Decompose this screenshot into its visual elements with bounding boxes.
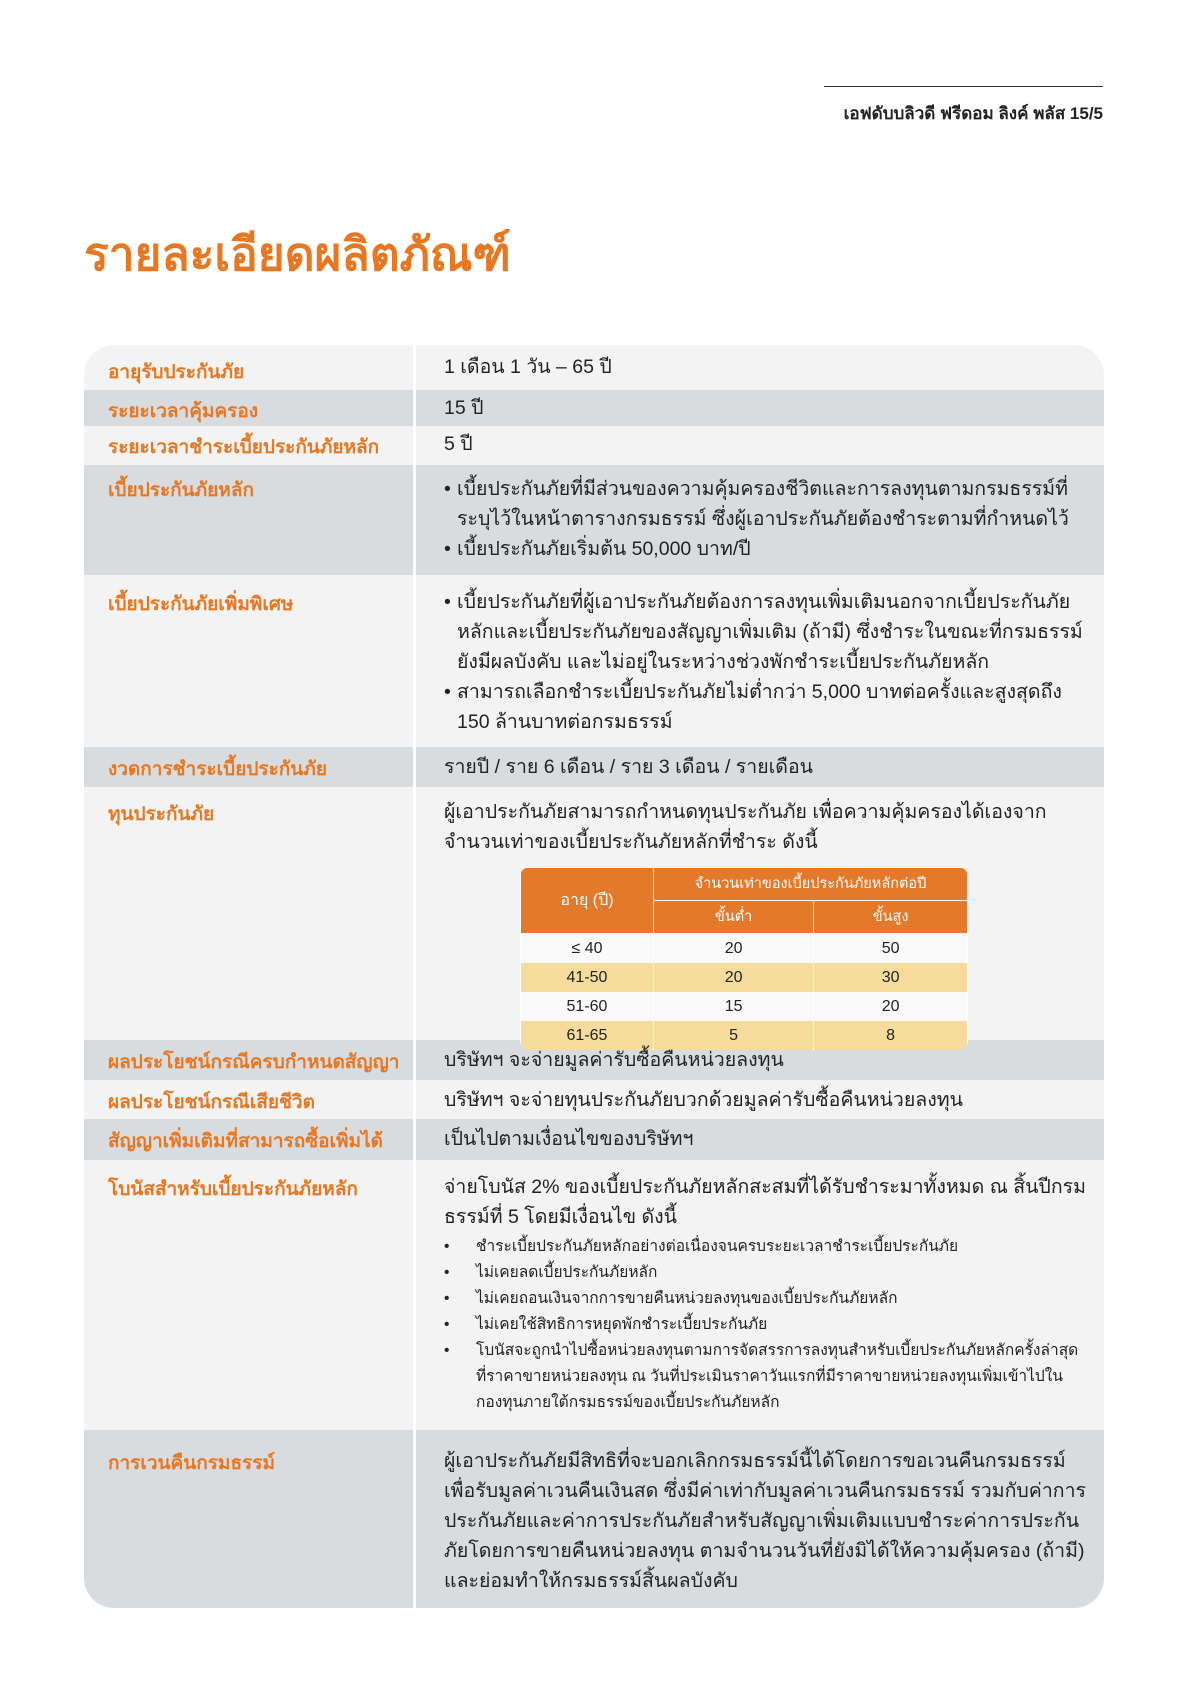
- bullet-item: • โบนัสจะถูกนำไปซื้อหน่วยลงทุนตามการจัดสรรการลงทุนสำหรับเบี้ยประกันภัยหลักครั้งล่าสุด ที่ราคาขายหน่วยลงทุน ณ วันที่ประเมินราคาวันแรกที่มีราคาขายหน่วยลงทุนเพิ่มเข้าไปในกองทุนภายใต้กรมธรรม์ของเบี้ยประกันภัยหลัก: [444, 1338, 1086, 1416]
- bullet-item: • เบี้ยประกันภัยที่มีส่วนของความคุ้มครองชีวิตและการลงทุนตามกรมธรรม์ที่ระบุไว้ในหน้าตารางกรมธรรม์ ซึ่งผู้เอาประกันภัยต้องชำระตามที่กำหนดไว้: [444, 474, 1086, 534]
- multiple-header: จำนวนเท่าของเบี้ยประกันภัยหลักต่อปี: [654, 868, 968, 901]
- bonus-text: จ่ายโบนัส 2% ของเบี้ยประกันภัยหลักสะสมที่ได้รับชำระมาทั้งหมด ณ สิ้นปีกรมธรรม์ที่ 5 โดยมีเงื่อนไข ดังนี้: [444, 1176, 1086, 1228]
- age-cell: 61-65: [521, 1021, 654, 1050]
- product-details-table: [84, 345, 1104, 1608]
- row-age: [84, 345, 1104, 390]
- bullet-item: • เบี้ยประกันภัยเริ่มต้น 50,000 บาท/ปี: [444, 534, 1086, 564]
- table-row: [521, 963, 968, 992]
- row-bonus: [84, 1160, 1104, 1430]
- page-title: รายละเอียดผลิตภัณฑ์: [84, 228, 511, 280]
- row-label: ระยะเวลาชำระเบี้ยประกันภัยหลัก: [84, 426, 416, 465]
- row-label: ทุนประกันภัย: [84, 787, 416, 1040]
- age-cell: 41-50: [521, 963, 654, 992]
- max-cell: 20: [814, 992, 968, 1021]
- max-header: ขั้นสูง: [814, 901, 968, 934]
- sum-assured-multiple-table: [520, 867, 968, 1050]
- row-label: อายุรับประกันภัย: [84, 345, 416, 390]
- bullet-item: • เบี้ยประกันภัยที่ผู้เอาประกันภัยต้องการลงทุนเพิ่มเติมนอกจากเบี้ยประกันภัยหลักและเบี้ยประกันภัยของสัญญาเพิ่มเติม (ถ้ามี) ซึ่งชำระในขณะที่กรมธรรม์ยังมีผลบังคับ และไม่อยู่ในระหว่างช่วงพักชำระเบี้ยประกันภัยหลัก: [444, 587, 1086, 677]
- row-label: ผลประโยชน์กรณีครบกำหนดสัญญา: [84, 1040, 416, 1080]
- row-riders: [84, 1119, 1104, 1160]
- bullet-item: • ไม่เคยถอนเงินจากการขายคืนหน่วยลงทุนของเบี้ยประกันภัยหลัก: [444, 1286, 1086, 1312]
- min-cell: 20: [654, 934, 814, 964]
- row-maturity-benefit: [84, 1040, 1104, 1080]
- row-value: 15 ปี: [444, 397, 484, 419]
- age-cell: 51-60: [521, 992, 654, 1021]
- bullet-item: • สามารถเลือกชำระเบี้ยประกันภัยไม่ต่ำกว่า 5,000 บาทต่อครั้งและสูงสุดถึง 150 ล้านบาทต่อกรมธรรม์: [444, 677, 1086, 737]
- row-value: 1 เดือน 1 วัน – 65 ปี: [444, 356, 612, 378]
- row-value: เป็นไปตามเงื่อนไขของบริษัทฯ: [444, 1128, 694, 1150]
- row-value: บริษัทฯ จะจ่ายทุนประกันภัยบวกด้วยมูลค่ารับซื้อคืนหน่วยลงทุน: [444, 1089, 963, 1111]
- row-coverage-period: [84, 390, 1104, 426]
- age-header: อายุ (ปี): [521, 868, 654, 934]
- min-cell: 15: [654, 992, 814, 1021]
- row-payment-mode: [84, 747, 1104, 787]
- min-cell: 5: [654, 1021, 814, 1050]
- bullet-item: • ไม่เคยใช้สิทธิการหยุดพักชำระเบี้ยประกันภัย: [444, 1312, 1086, 1338]
- row-label: งวดการชำระเบี้ยประกันภัย: [84, 747, 416, 787]
- row-value: [416, 1160, 1104, 1430]
- row-label: โบนัสสำหรับเบี้ยประกันภัยหลัก: [84, 1160, 416, 1430]
- product-name: เอฟดับบลิวดี ฟรีดอม ลิงค์ พลัส 15/5: [843, 104, 1103, 123]
- row-label: ผลประโยชน์กรณีเสียชีวิต: [84, 1080, 416, 1119]
- row-value: [416, 787, 1104, 1044]
- table-row: [521, 992, 968, 1021]
- bullet-item: • ชำระเบี้ยประกันภัยหลักอย่างต่อเนื่องจนครบระยะเวลาชำระเบี้ยประกันภัย: [444, 1234, 1086, 1260]
- row-label: การเวนคืนกรมธรรม์: [84, 1430, 416, 1608]
- row-top-up-premium: [84, 575, 1104, 747]
- row-value: รายปี / ราย 6 เดือน / ราย 3 เดือน / รายเดือน: [444, 756, 814, 778]
- row-label: เบี้ยประกันภัยหลัก: [84, 465, 416, 575]
- row-payment-period: [84, 426, 1104, 465]
- row-main-premium: [84, 465, 1104, 575]
- row-surrender: [84, 1430, 1104, 1608]
- row-death-benefit: [84, 1080, 1104, 1119]
- bullet-item: • ไม่เคยลดเบี้ยประกันภัยหลัก: [444, 1260, 1086, 1286]
- age-cell: ≤ 40: [521, 934, 654, 964]
- row-value: บริษัทฯ จะจ่ายมูลค่ารับซื้อคืนหน่วยลงทุน: [444, 1049, 784, 1071]
- max-cell: 50: [814, 934, 968, 964]
- row-value: [416, 465, 1104, 575]
- row-value: [416, 575, 1104, 747]
- max-cell: 8: [814, 1021, 968, 1050]
- row-value: 5 ปี: [444, 433, 473, 455]
- row-value: ผู้เอาประกันภัยมีสิทธิที่จะบอกเลิกกรมธรรม์นี้ได้โดยการขอเวนคืนกรมธรรม์เพื่อรับมูลค่าเวนคืนเงินสด ซึ่งมีค่าเท่ากับมูลค่าเวนคืนกรมธรรม์ รวมกับค่าการประกันภัยและค่าการประกันภัยสำหรับสัญญาเพิ่มเติมแบบชำระค่าการประกันภัยโดยการขายคืนหน่วยลงทุน ตามจำนวนวันที่ยังมิได้ให้ความคุ้มครอง (ถ้ามี) และย่อมทำให้กรมธรรม์สิ้นผลบังคับ: [444, 1450, 1087, 1592]
- min-header: ขั้นต่ำ: [654, 901, 814, 934]
- row-sum-assured: [84, 787, 1104, 1044]
- row-label: ระยะเวลาคุ้มครอง: [84, 390, 416, 426]
- min-cell: 20: [654, 963, 814, 992]
- header-divider: [824, 86, 1103, 87]
- max-cell: 30: [814, 963, 968, 992]
- table-row: [521, 934, 968, 964]
- row-label: เบี้ยประกันภัยเพิ่มพิเศษ: [84, 575, 416, 747]
- sum-assured-text: ผู้เอาประกันภัยสามารถกำหนดทุนประกันภัย เพื่อความคุ้มครองได้เองจากจำนวนเท่าของเบี้ยประกันภัยหลักที่ชำระ ดังนี้: [444, 801, 1047, 853]
- row-label: สัญญาเพิ่มเติมที่สามารถซื้อเพิ่มได้: [84, 1119, 416, 1160]
